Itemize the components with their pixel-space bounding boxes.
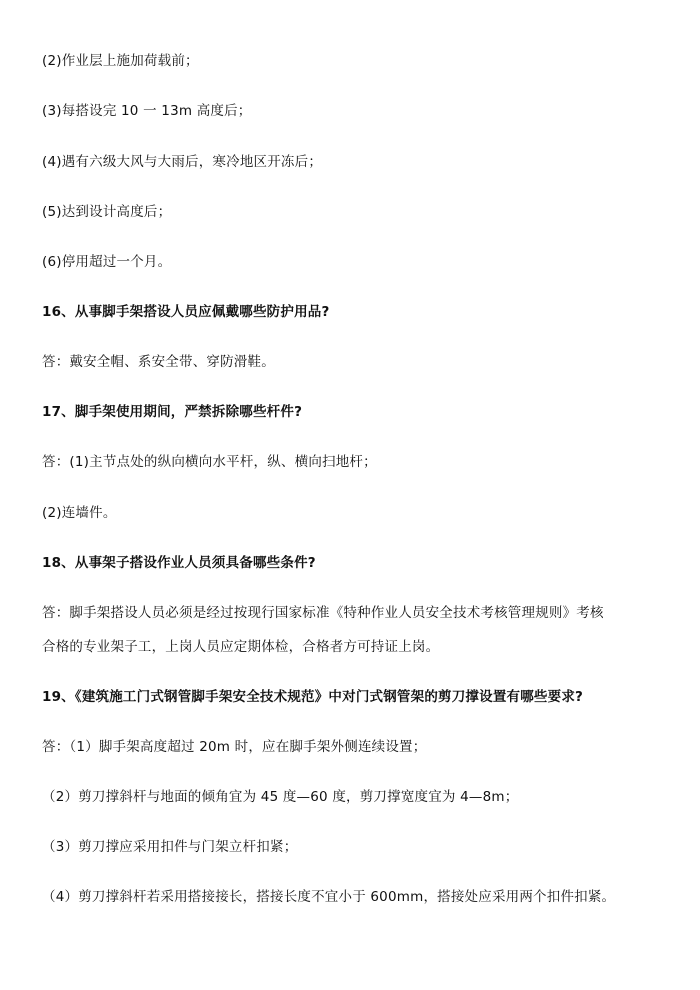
answer-line: （3）剪刀撑应采用扣件与门架立杆扣紧； [42, 839, 298, 855]
answer-line: 合格的专业架子工，上岗人员应定期体检，合格者方可持证上岗。 [42, 639, 440, 655]
text-line: (6)停用超过一个月。 [42, 254, 172, 270]
question-heading: 18、从事架子搭设作业人员须具备哪些条件? [42, 555, 316, 571]
text-line: (5)达到设计高度后； [42, 204, 172, 220]
answer-line: 答：(1)主节点处的纵向横向水平杆，纵、横向扫地杆； [42, 454, 377, 470]
answer-line: (2)连墙件。 [42, 505, 117, 521]
text-line: (2)作业层上施加荷载前； [42, 53, 199, 69]
answer-line: 答：脚手架搭设人员必须是经过按现行国家标准《特种作业人员安全技术考核管理规则》考核 [42, 605, 604, 621]
question-heading: 16、从事脚手架搭设人员应佩戴哪些防护用品? [42, 304, 330, 320]
answer-line: 答：（1）脚手架高度超过 20m 时，应在脚手架外侧连续设置； [42, 739, 427, 755]
question-heading: 19、《建筑施工门式钢管脚手架安全技术规范》中对门式钢管架的剪刀撑设置有哪些要求? [42, 689, 584, 705]
answer-line: （2）剪刀撑斜杆与地面的倾角宜为 45 度—60 度，剪刀撑宽度宜为 4—8m； [42, 789, 519, 805]
answer-line: （4）剪刀撑斜杆若采用搭接接长，搭接长度不宜小于 600mm，搭接处应采用两个扣件扣紧。 [42, 889, 616, 905]
question-heading: 17、脚手架使用期间，严禁拆除哪些杆件? [42, 404, 303, 420]
answer-line: 答：戴安全帽、系安全带、穿防滑鞋。 [42, 354, 275, 370]
text-line: (4)遇有六级大风与大雨后，寒冷地区开冻后； [42, 154, 323, 170]
text-line: (3)每搭设完 10 一 13m 高度后； [42, 103, 252, 119]
